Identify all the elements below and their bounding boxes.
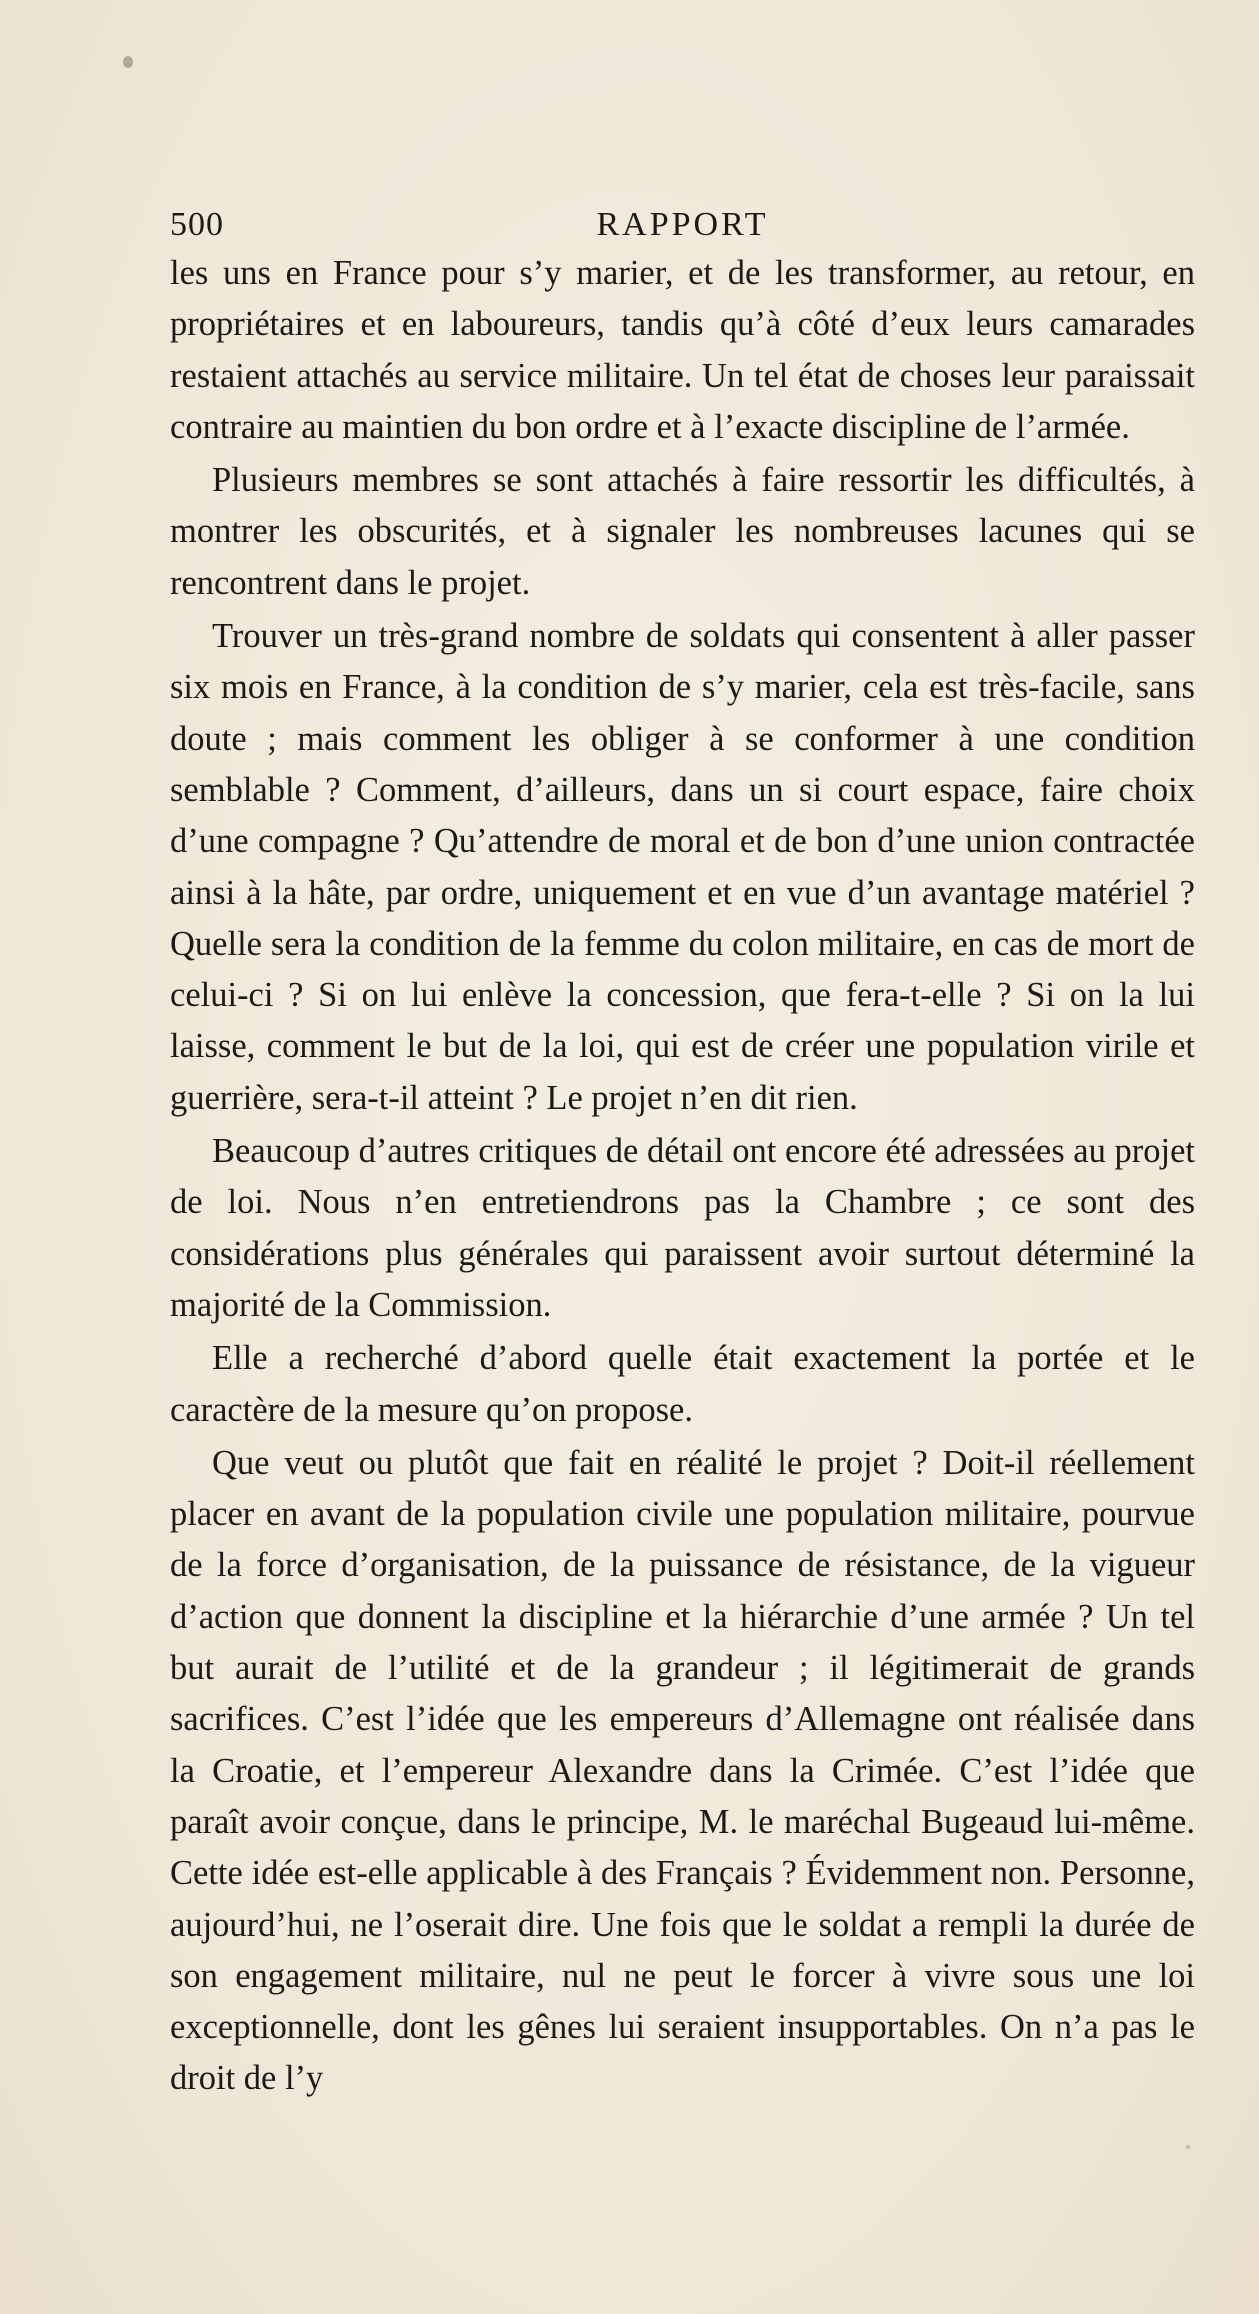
paragraph: Trouver un très-grand nombre de soldats qui consentent à aller passer six mois en France, à la condition de s’y marier, cela est très-facile, sans doute ; mais comment les obliger à se conformer à une condition semblable ? Comment, d’ailleurs, dans un si court espace, faire choix d’une compagne ? Qu’attendre de moral et de bon d’une union contractée ainsi à la hâte, par ordre, uniquement et en vue d’un avantage matériel ? Quelle sera la condition de la femme du colon militaire, en cas de mort de celui-ci ? Si on lui enlève la concession, que fera-t-elle ? Si on la lui laisse, comment le but de la loi, qui est de créer une population virile et guerrière, sera-t-il atteint ? Le projet n’en dit rien. <box>170 617 1195 1117</box>
paragraph: Elle a recherché d’abord quelle était exactement la portée et le caractère de la mesure qu’on propose. <box>170 1339 1195 1429</box>
ink-speck <box>123 56 133 68</box>
ink-speck <box>1186 2145 1190 2149</box>
body-text <box>170 248 1195 2105</box>
page-number: 500 <box>170 206 224 243</box>
paragraph: Beaucoup d’autres critiques de détail ont encore été adressées au projet de loi. Nous n’en entretiendrons pas la Chambre ; ce sont des considérations plus générales qui paraissent avoir surtout déterminé la majorité de la Commission. <box>170 1132 1195 1324</box>
running-head: RAPPORT <box>596 206 769 243</box>
paragraph-continued: les uns en France pour s’y marier, et de les transformer, au retour, en propriétaires et en laboureurs, tandis qu’à côté d’eux leurs camarades restaient attachés au service militaire. Un tel état de choses leur paraissait contraire au maintien du bon ordre et à l’exacte discipline de l’armée. <box>170 254 1195 446</box>
paragraph: Plusieurs membres se sont attachés à faire ressortir les difficultés, à montrer les obscurités, et à signaler les nombreuses lacunes qui se rencontrent dans le projet. <box>170 461 1195 602</box>
paragraph: Que veut ou plutôt que fait en réalité le projet ? Doit-il réellement placer en avant de la population civile une population militaire, pourvue de la force d’organisation, de la puissance de résistance, de la vigueur d’action que donnent la discipline et la hiérarchie d’une armée ? Un tel but aurait de l’utilité et de la grandeur ; il légitimerait de grands sacrifices. C’est l’idée que les empereurs d’Allemagne ont réalisée dans la Croatie, et l’empereur Alexandre dans la Crimée. C’est l’idée que paraît avoir conçue, dans le principe, M. le maréchal Bugeaud lui-même. Cette idée est-elle applicable à des Français ? Évidemment non. Personne, aujourd’hui, ne l’oserait dire. Une fois que le soldat a rempli la durée de son engagement militaire, nul ne peut le forcer à vivre sous une loi exceptionnelle, dont les gênes lui seraient insupportables. On n’a pas le droit de l’y <box>170 1443 1195 2098</box>
